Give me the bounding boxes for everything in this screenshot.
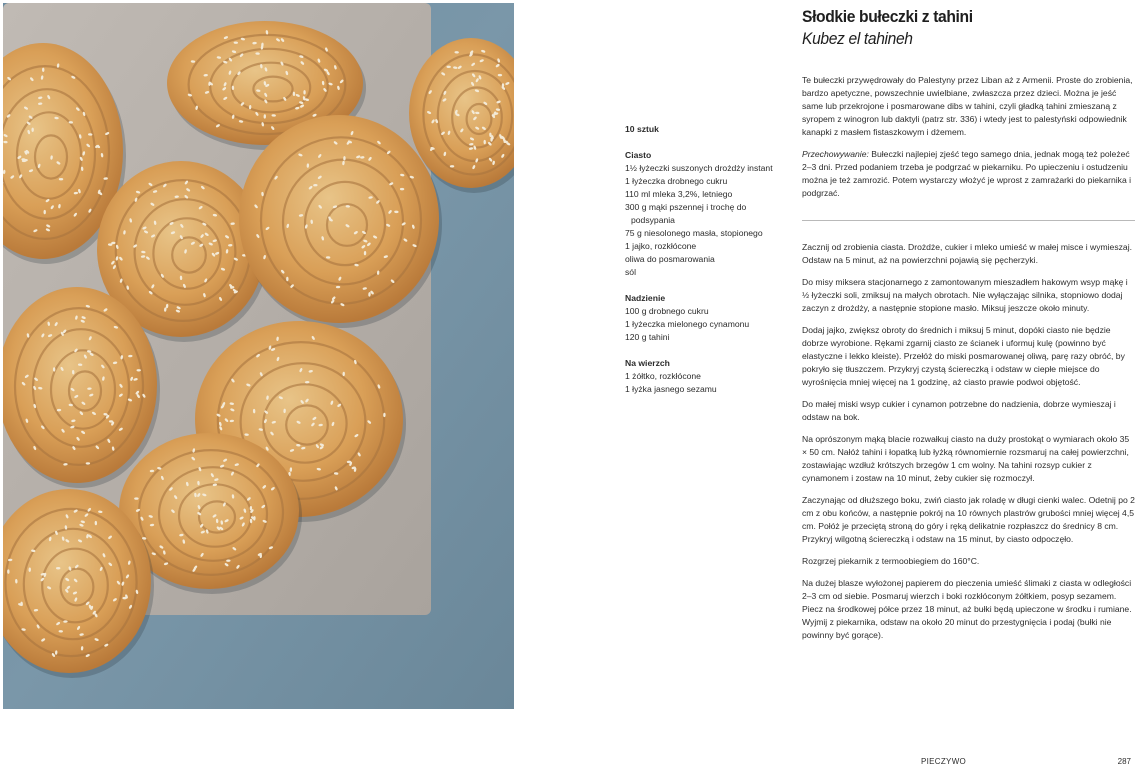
method-step: Rozgrzej piekarnik z termoobiegiem do 160°C.: [802, 556, 980, 566]
storage-label: Przechowywanie:: [802, 149, 869, 159]
ingredients-list: [625, 123, 785, 409]
ingredient-group-filling: [625, 292, 785, 344]
recipe-subtitle: Kubez el tahineh: [802, 29, 913, 48]
ingredient-group-dough: [625, 149, 785, 279]
ingredient-group-title: Nadzienie: [625, 293, 666, 303]
method-step: Do misy miksera stacjonarnego z zamontowanym mieszadłem hakowym wsyp mąkę i ½ łyżeczki soli, zmiksuj na małych obrotach. Nie wyłączając silnika, stopniowo dodaj zaczyn z drożdży, a następnie stopione masło. Miksuj jeszcze około minuty.: [802, 277, 1128, 313]
ingredient-group-title: Ciasto: [625, 150, 652, 160]
method-step: Do małej miski wsyp cukier i cynamon potrzebne do nadzienia, dobrze wymieszaj i odstaw na bok.: [802, 399, 1116, 422]
ingredient-group-topping: [625, 357, 785, 396]
ingredient-line: 1 łyżeczka drobnego cukru: [625, 176, 728, 186]
ingredient-line: sól: [625, 267, 636, 277]
ingredient-line: 75 g niesolonego masła, stopionego: [625, 228, 763, 238]
storage-text: Bułeczki najlepiej zjeść tego samego dnia, jednak mogą też poleżeć 2–3 dni. Przed podaniem trzeba je podgrzać w piekarniku. Po upieczeniu i ostudzeniu można je też zamrozić. Potem wystarczy włożyć je wprost z zamrażarki do piekarnika i podgrzać.: [802, 149, 1132, 198]
ingredient-line: 1 łyżka jasnego sezamu: [625, 384, 717, 394]
ingredient-line: 1 łyżeczka mielonego cynamonu: [625, 319, 750, 329]
servings: 10 sztuk: [625, 124, 659, 134]
photo-illustration: [3, 3, 514, 709]
method-steps: [802, 241, 1136, 651]
ingredient-line: 100 g drobnego cukru: [625, 306, 709, 316]
footer-section-name: PIECZYWO: [921, 757, 967, 766]
method-step: Zaczynając od dłuższego boku, zwiń ciasto jak roladę w długi cienki walec. Odetnij po 2 cm z obu końców, a następnie pokrój na 10 równych plastrów grubości mniej więcej 4,5 cm. Połóż je przeciętą stroną do góry i ręką delikatnie rozpłaszcz do średnicy 8 cm. Przykryj wilgotną ściereczką i odstaw na 15 minut, by ciasto odpoczęło.: [802, 495, 1135, 544]
method-step: Na oprószonym mąką blacie rozwałkuj ciasto na duży prostokąt o wymiarach około 35 × 50 cm. Nałóż tahini i łopatką lub łyżką równomiernie rozsmaruj na całej powierzchni, zostawiając wzdłuż krótszych brzegów 1 cm wolny. Na tahini rozsyp cukier z cynamonem i zostaw na 10 minut, żeby cukier się rozmoczył.: [802, 434, 1130, 483]
ingredient-line: podsypania: [631, 215, 675, 225]
method-step: Na dużej blasze wyłożonej papierem do pieczenia umieść ślimaki z ciasta w odległości 2–3 cm od siebie. Posmaruj wierzch i boki rozkłóconym żółtkiem, posyp sezamem. Piecz na środkowej półce przez 18 minut, aż bułki będą upieczone w środku i rumiane. Wyjmij z piekarnika, odstaw na około 20 minut do przestygnięcia i podaj (bułki nie powinny być gorące).: [802, 578, 1132, 640]
ingredient-line: oliwa do posmarowania: [625, 254, 715, 264]
food-photo: [3, 3, 514, 709]
ingredient-line: 1 jajko, rozkłócone: [625, 241, 697, 251]
intro-text: [802, 74, 1136, 209]
ingredient-group-title: Na wierzch: [625, 358, 670, 368]
method-step: Dodaj jajko, zwiększ obroty do średnich i miksuj 5 minut, dopóki ciasto nie będzie dobrze wyrobione. Rękami zgarnij ciasto ze ścianek i uformuj kulę (powinno być elastyczne i lekko kleiste). Przełóż do miski posmarowanej oliwą, parę razy obróć, by pokryło się tłuszczem. Przykryj czystą ściereczką i odstaw w ciepłe miejsce do wyrośnięcia mniej więcej na 1 godzinę, aż ciasto prawie podwoi objętość.: [802, 325, 1125, 387]
ingredient-line: 1 żółtko, rozkłócone: [625, 371, 701, 381]
method-step: Zacznij od zrobienia ciasta. Drożdże, cukier i mleko umieść w małej misce i wymieszaj. Odstaw na 5 minut, aż na powierzchni pojawią się pęcherzyki.: [802, 242, 1133, 265]
recipe-title: Słodkie bułeczki z tahini: [802, 7, 973, 26]
ingredient-line: 110 ml mleka 3,2%, letniego: [625, 189, 733, 199]
divider: [802, 220, 1135, 221]
ingredient-line: 120 g tahini: [625, 332, 670, 342]
recipe-header: [802, 6, 1132, 50]
intro-paragraph: Te bułeczki przywędrowały do Palestyny przez Liban aż z Armenii. Proste do zrobienia, bardzo apetyczne, powszechnie uwielbiane, zwłaszcza przez dzieci. Można je jeść same lub przekrojone i posmarowane dibs w tahini, czyli gładką tahini zmieszaną z syropem z winogron lub daktyli (patrz str. 336) i wtedy jest to palestyński odpowiednik kanapki z masłem fistaszkowym i dżemem.: [802, 75, 1133, 137]
storage-note: [802, 148, 1136, 200]
page-number: 287: [1117, 757, 1131, 766]
ingredient-line: 1½ łyżeczki suszonych drożdży instant: [625, 163, 773, 173]
ingredient-line: 300 g mąki pszennej i trochę do: [625, 202, 747, 212]
